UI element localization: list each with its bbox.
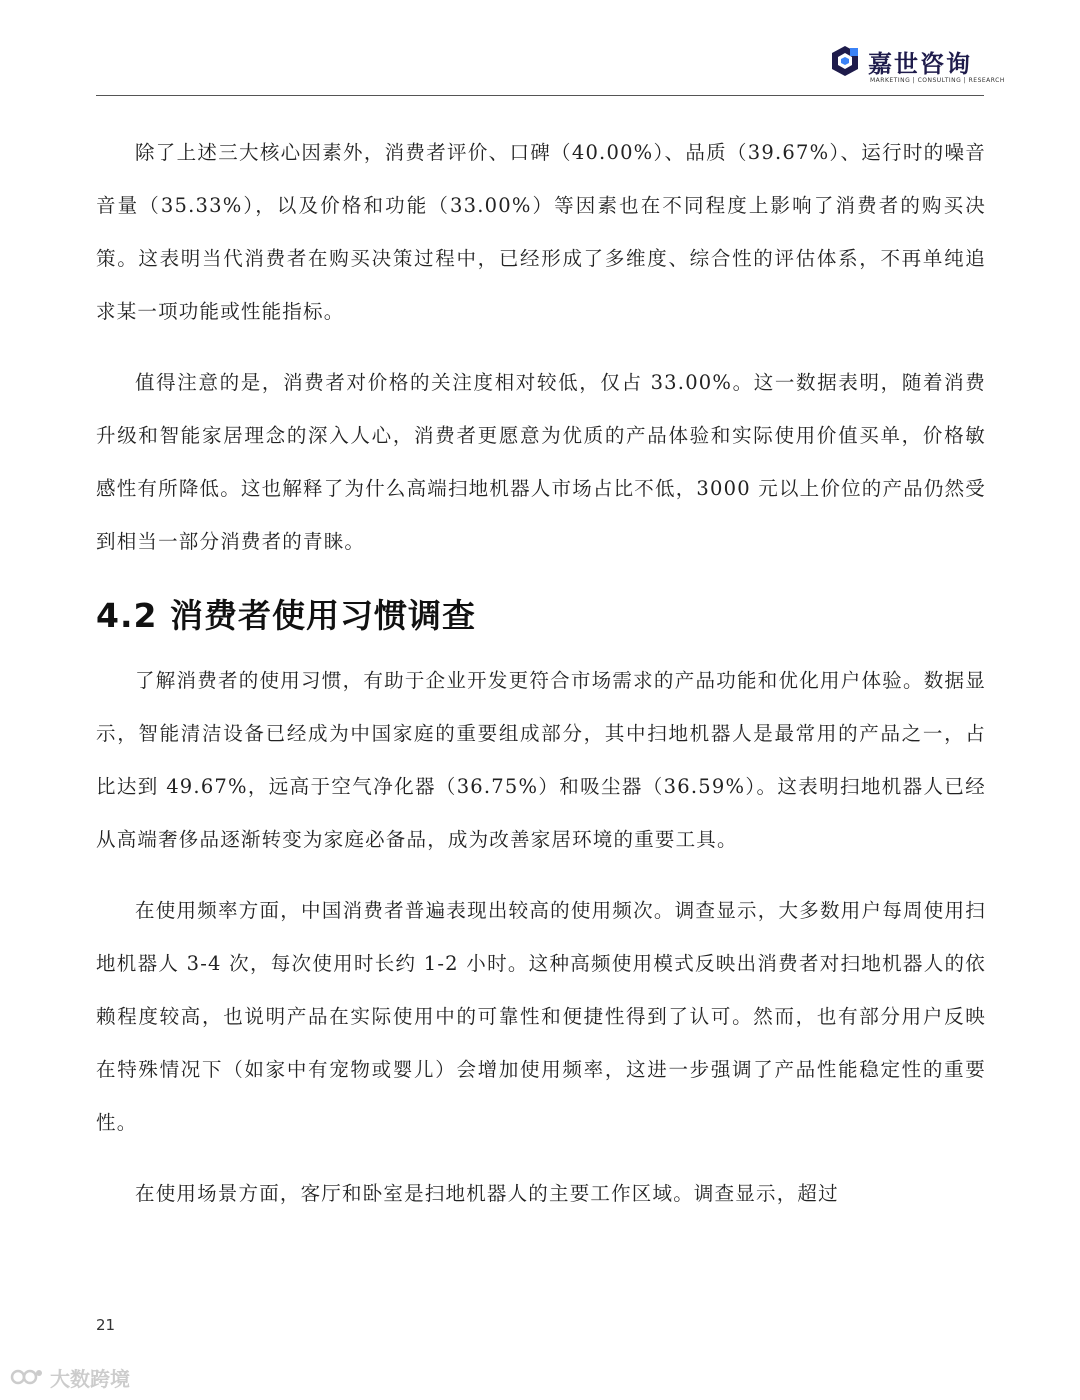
brand-name: 嘉世咨询	[868, 50, 972, 78]
watermark-logo-icon	[10, 1365, 44, 1389]
paragraph: 值得注意的是，消费者对价格的关注度相对较低，仅占 33.00%。这一数据表明，随着消费升级和智能家居理念的深入人心，消费者更愿意为优质的产品体验和实际使用价值买单，价格敏感性有所降低。这也解释了为什么高端扫地机器人市场占比不低，3000 元以上价位的产品仍然受到相当一部分消费者的青睐。	[96, 371, 986, 553]
brand-tagline: MARKETING | CONSULTING | RESEARCH	[870, 77, 1005, 84]
brand-logo-icon	[828, 44, 862, 78]
paragraph: 了解消费者的使用习惯，有助于企业开发更符合市场需求的产品功能和优化用户体验。数据显示，智能清洁设备已经成为中国家庭的重要组成部分，其中扫地机器人是最常用的产品之一，占比达到 49.67%，远高于空气净化器（36.75%）和吸尘器（36.59%）。这表明扫地机器人已经从高端奢侈品逐渐转变为家庭必备品，成为改善家居环境的重要工具。	[96, 669, 986, 851]
page-header	[0, 0, 1080, 98]
paragraph: 在使用场景方面，客厅和卧室是扫地机器人的主要工作区域。调查显示，超过	[135, 1182, 839, 1205]
watermark-text: 大数跨境	[50, 1366, 130, 1391]
paragraph: 除了上述三大核心因素外，消费者评价、口碑（40.00%）、品质（39.67%）、运行时的噪音音量（35.33%），以及价格和功能（33.00%）等因素也在不同程度上影响了消费者的购买决策。这表明当代消费者在购买决策过程中，已经形成了多维度、综合性的评估体系，不再单纯追求某一项功能或性能指标。	[96, 141, 986, 323]
watermark	[10, 1362, 130, 1392]
page-number: 21	[96, 1316, 116, 1334]
document-body	[96, 126, 986, 1238]
header-divider	[96, 95, 984, 96]
paragraph: 在使用频率方面，中国消费者普遍表现出较高的使用频次。调查显示，大多数用户每周使用扫地机器人 3-4 次，每次使用时长约 1-2 小时。这种高频使用模式反映出消费者对扫地机器人的依赖程度较高，也说明产品在实际使用中的可靠性和便捷性得到了认可。然而，也有部分用户反映在特殊情况下（如家中有宠物或婴儿）会增加使用频率，这进一步强调了产品性能稳定性的重要性。	[96, 899, 986, 1134]
brand-logo	[828, 44, 1005, 90]
section-heading: 4.2 消费者使用习惯调查	[96, 596, 476, 635]
